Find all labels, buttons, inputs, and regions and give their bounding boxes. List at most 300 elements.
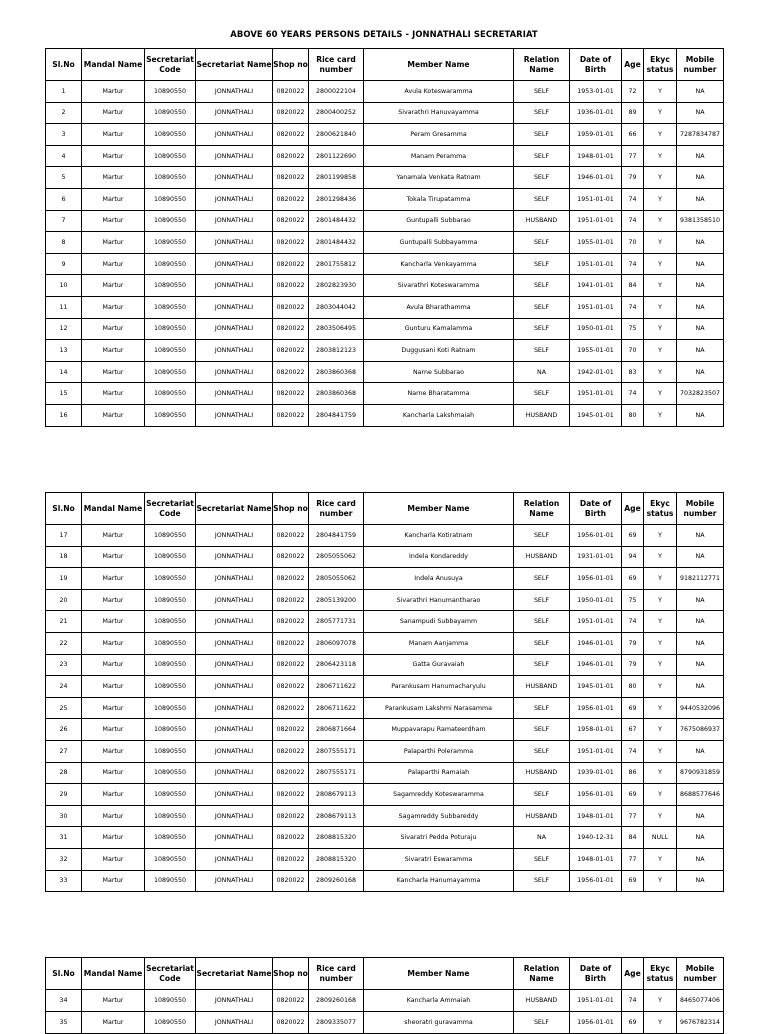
cell-secretariat-name: JONNATHALI	[196, 805, 273, 827]
cell-member-name: Kancharla Kotiratnam	[364, 525, 514, 547]
column-header-shop-no: Shop no	[273, 958, 309, 990]
cell-mobile-number: NA	[677, 340, 724, 362]
cell-mobile-number: NA	[677, 404, 724, 426]
cell-mobile-number: NA	[677, 546, 724, 568]
cell-relation-name: NA	[514, 361, 570, 383]
cell-secretariat-code: 10890550	[145, 102, 196, 124]
cell-date-of-birth: 1939-01-01	[570, 762, 622, 784]
cell-mobile-number: NA	[677, 632, 724, 654]
cell-mobile-number: 9381358510	[677, 210, 724, 232]
cell-age: 70	[622, 340, 644, 362]
cell-secretariat-code: 10890550	[145, 784, 196, 806]
cell-secretariat-code: 10890550	[145, 697, 196, 719]
cell-sl-no: 3	[46, 124, 82, 146]
cell-age: 77	[622, 145, 644, 167]
cell-shop-no: 0820022	[273, 654, 309, 676]
cell-sl-no: 22	[46, 632, 82, 654]
cell-member-name: Kancharla Venkayamma	[364, 253, 514, 275]
cell-relation-name: HUSBAND	[514, 546, 570, 568]
cell-mobile-number: NA	[677, 848, 724, 870]
cell-shop-no: 0820022	[273, 525, 309, 547]
table-row	[46, 990, 724, 1012]
cell-mandal-name: Martur	[82, 145, 145, 167]
persons-table-1	[45, 48, 724, 427]
cell-mobile-number: NA	[677, 361, 724, 383]
cell-sl-no: 5	[46, 167, 82, 189]
column-header-relation-name: Relation Name	[514, 493, 570, 525]
cell-ekyc-status: Y	[644, 318, 677, 340]
cell-relation-name: SELF	[514, 589, 570, 611]
cell-date-of-birth: 1946-01-01	[570, 654, 622, 676]
cell-secretariat-code: 10890550	[145, 383, 196, 405]
cell-sl-no: 34	[46, 990, 82, 1012]
cell-date-of-birth: 1951-01-01	[570, 188, 622, 210]
cell-date-of-birth: 1958-01-01	[570, 719, 622, 741]
cell-mandal-name: Martur	[82, 611, 145, 633]
cell-secretariat-code: 10890550	[145, 167, 196, 189]
cell-mobile-number: NA	[677, 102, 724, 124]
cell-rice-card-number: 2806423118	[309, 654, 364, 676]
cell-age: 79	[622, 654, 644, 676]
column-header-mobile-number: Mobile number	[677, 49, 724, 81]
cell-shop-no: 0820022	[273, 848, 309, 870]
cell-sl-no: 27	[46, 740, 82, 762]
column-header-secretariat-code: Secretariat Code	[145, 958, 196, 990]
cell-secretariat-name: JONNATHALI	[196, 167, 273, 189]
cell-age: 77	[622, 848, 644, 870]
cell-date-of-birth: 1951-01-01	[570, 383, 622, 405]
cell-ekyc-status: Y	[644, 697, 677, 719]
table-row	[46, 568, 724, 590]
cell-secretariat-code: 10890550	[145, 654, 196, 676]
column-header-ekyc-status: Ekyc status	[644, 49, 677, 81]
cell-age: 69	[622, 568, 644, 590]
table-row	[46, 740, 724, 762]
cell-secretariat-name: JONNATHALI	[196, 1012, 273, 1034]
cell-mobile-number: NA	[677, 827, 724, 849]
cell-secretariat-name: JONNATHALI	[196, 404, 273, 426]
column-header-age: Age	[622, 958, 644, 990]
cell-age: 69	[622, 784, 644, 806]
cell-secretariat-name: JONNATHALI	[196, 296, 273, 318]
cell-rice-card-number: 2803812123	[309, 340, 364, 362]
cell-secretariat-name: JONNATHALI	[196, 546, 273, 568]
cell-age: 69	[622, 1012, 644, 1034]
cell-shop-no: 0820022	[273, 361, 309, 383]
column-header-mobile-number: Mobile number	[677, 493, 724, 525]
cell-mandal-name: Martur	[82, 296, 145, 318]
cell-ekyc-status: Y	[644, 611, 677, 633]
cell-shop-no: 0820022	[273, 210, 309, 232]
cell-sl-no: 7	[46, 210, 82, 232]
cell-shop-no: 0820022	[273, 145, 309, 167]
cell-mobile-number: 9182112771	[677, 568, 724, 590]
cell-date-of-birth: 1936-01-01	[570, 102, 622, 124]
cell-mandal-name: Martur	[82, 210, 145, 232]
cell-rice-card-number: 2805139200	[309, 589, 364, 611]
cell-sl-no: 15	[46, 383, 82, 405]
cell-age: 75	[622, 318, 644, 340]
cell-age: 80	[622, 676, 644, 698]
cell-ekyc-status: Y	[644, 719, 677, 741]
cell-member-name: Avula Koteswaramma	[364, 81, 514, 103]
cell-relation-name: SELF	[514, 253, 570, 275]
cell-mobile-number: NA	[677, 253, 724, 275]
table-row	[46, 275, 724, 297]
cell-mandal-name: Martur	[82, 870, 145, 892]
cell-member-name: Kancharla Lakshmaiah	[364, 404, 514, 426]
cell-mobile-number: NA	[677, 188, 724, 210]
column-header-secretariat-code: Secretariat Code	[145, 493, 196, 525]
cell-date-of-birth: 1956-01-01	[570, 870, 622, 892]
cell-ekyc-status: Y	[644, 210, 677, 232]
cell-secretariat-code: 10890550	[145, 762, 196, 784]
cell-shop-no: 0820022	[273, 296, 309, 318]
column-header-mandal-name: Mandal Name	[82, 958, 145, 990]
cell-rice-card-number: 2800621840	[309, 124, 364, 146]
cell-date-of-birth: 1950-01-01	[570, 318, 622, 340]
cell-mandal-name: Martur	[82, 568, 145, 590]
cell-age: 74	[622, 253, 644, 275]
cell-age: 74	[622, 188, 644, 210]
cell-mobile-number: NA	[677, 611, 724, 633]
cell-shop-no: 0820022	[273, 188, 309, 210]
cell-mandal-name: Martur	[82, 275, 145, 297]
cell-relation-name: SELF	[514, 525, 570, 547]
cell-age: 74	[622, 740, 644, 762]
cell-ekyc-status: Y	[644, 568, 677, 590]
cell-relation-name: SELF	[514, 124, 570, 146]
cell-mobile-number: 7287834787	[677, 124, 724, 146]
cell-member-name: Indela Kondareddy	[364, 546, 514, 568]
cell-mobile-number: NA	[677, 870, 724, 892]
cell-secretariat-code: 10890550	[145, 719, 196, 741]
cell-age: 75	[622, 589, 644, 611]
cell-member-name: Sivarathri Hanumantharao	[364, 589, 514, 611]
cell-ekyc-status: Y	[644, 1012, 677, 1034]
cell-age: 79	[622, 167, 644, 189]
cell-sl-no: 23	[46, 654, 82, 676]
table-row	[46, 318, 724, 340]
cell-shop-no: 0820022	[273, 568, 309, 590]
table-row	[46, 762, 724, 784]
cell-secretariat-name: JONNATHALI	[196, 102, 273, 124]
cell-secretariat-code: 10890550	[145, 318, 196, 340]
cell-member-name: Sivarathri Koteswaramma	[364, 275, 514, 297]
cell-rice-card-number: 2807555171	[309, 740, 364, 762]
cell-mandal-name: Martur	[82, 124, 145, 146]
cell-mandal-name: Martur	[82, 784, 145, 806]
cell-mobile-number: NA	[677, 654, 724, 676]
table-row	[46, 827, 724, 849]
cell-secretariat-name: JONNATHALI	[196, 124, 273, 146]
cell-ekyc-status: Y	[644, 654, 677, 676]
cell-mandal-name: Martur	[82, 188, 145, 210]
cell-mandal-name: Martur	[82, 827, 145, 849]
column-header-secretariat-name: Secretariat Name	[196, 958, 273, 990]
cell-mandal-name: Martur	[82, 81, 145, 103]
cell-rice-card-number: 2801199858	[309, 167, 364, 189]
cell-relation-name: HUSBAND	[514, 676, 570, 698]
cell-secretariat-code: 10890550	[145, 525, 196, 547]
cell-date-of-birth: 1959-01-01	[570, 124, 622, 146]
cell-mandal-name: Martur	[82, 1012, 145, 1034]
cell-sl-no: 29	[46, 784, 82, 806]
cell-age: 69	[622, 525, 644, 547]
cell-ekyc-status: Y	[644, 404, 677, 426]
cell-member-name: Palaparthi Ramaiah	[364, 762, 514, 784]
cell-mobile-number: NA	[677, 525, 724, 547]
cell-secretariat-name: JONNATHALI	[196, 719, 273, 741]
cell-mobile-number: NA	[677, 318, 724, 340]
cell-rice-card-number: 2801298436	[309, 188, 364, 210]
cell-ekyc-status: Y	[644, 784, 677, 806]
cell-rice-card-number: 2805055062	[309, 568, 364, 590]
cell-secretariat-code: 10890550	[145, 870, 196, 892]
cell-secretariat-name: JONNATHALI	[196, 275, 273, 297]
cell-secretariat-code: 10890550	[145, 253, 196, 275]
cell-date-of-birth: 1951-01-01	[570, 611, 622, 633]
cell-sl-no: 17	[46, 525, 82, 547]
cell-secretariat-name: JONNATHALI	[196, 253, 273, 275]
cell-secretariat-code: 10890550	[145, 145, 196, 167]
cell-mandal-name: Martur	[82, 805, 145, 827]
cell-shop-no: 0820022	[273, 81, 309, 103]
column-header-member-name: Member Name	[364, 493, 514, 525]
cell-relation-name: SELF	[514, 740, 570, 762]
cell-secretariat-name: JONNATHALI	[196, 525, 273, 547]
table-header-row	[46, 49, 724, 81]
cell-ekyc-status: Y	[644, 188, 677, 210]
cell-mandal-name: Martur	[82, 654, 145, 676]
table-row	[46, 210, 724, 232]
cell-member-name: Narne Bharatamma	[364, 383, 514, 405]
table-row	[46, 589, 724, 611]
cell-ekyc-status: Y	[644, 232, 677, 254]
cell-shop-no: 0820022	[273, 318, 309, 340]
cell-secretariat-code: 10890550	[145, 848, 196, 870]
cell-rice-card-number: 2800022104	[309, 81, 364, 103]
cell-ekyc-status: Y	[644, 546, 677, 568]
column-header-age: Age	[622, 493, 644, 525]
cell-shop-no: 0820022	[273, 167, 309, 189]
table-row	[46, 361, 724, 383]
cell-rice-card-number: 2805771731	[309, 611, 364, 633]
cell-secretariat-code: 10890550	[145, 296, 196, 318]
cell-shop-no: 0820022	[273, 805, 309, 827]
cell-relation-name: SELF	[514, 719, 570, 741]
table-row	[46, 611, 724, 633]
cell-secretariat-code: 10890550	[145, 990, 196, 1012]
cell-shop-no: 0820022	[273, 124, 309, 146]
cell-shop-no: 0820022	[273, 827, 309, 849]
cell-member-name: Indela Anusuya	[364, 568, 514, 590]
cell-sl-no: 33	[46, 870, 82, 892]
cell-mobile-number: NA	[677, 676, 724, 698]
cell-member-name: Parankusam Hanumacharyulu	[364, 676, 514, 698]
column-header-member-name: Member Name	[364, 49, 514, 81]
cell-secretariat-code: 10890550	[145, 361, 196, 383]
cell-ekyc-status: Y	[644, 253, 677, 275]
cell-member-name: Gunturu Kamalamma	[364, 318, 514, 340]
cell-sl-no: 9	[46, 253, 82, 275]
cell-secretariat-name: JONNATHALI	[196, 827, 273, 849]
cell-relation-name: SELF	[514, 296, 570, 318]
cell-date-of-birth: 1945-01-01	[570, 404, 622, 426]
cell-age: 74	[622, 383, 644, 405]
cell-secretariat-name: JONNATHALI	[196, 145, 273, 167]
cell-rice-card-number: 2809260168	[309, 870, 364, 892]
cell-mandal-name: Martur	[82, 404, 145, 426]
cell-mandal-name: Martur	[82, 762, 145, 784]
table-row	[46, 167, 724, 189]
column-header-secretariat-code: Secretariat Code	[145, 49, 196, 81]
cell-mandal-name: Martur	[82, 361, 145, 383]
cell-ekyc-status: Y	[644, 632, 677, 654]
cell-member-name: Sagamreddy Subbareddy	[364, 805, 514, 827]
cell-sl-no: 13	[46, 340, 82, 362]
cell-rice-card-number: 2808815320	[309, 848, 364, 870]
cell-ekyc-status: NULL	[644, 827, 677, 849]
cell-age: 72	[622, 81, 644, 103]
cell-rice-card-number: 2803860368	[309, 361, 364, 383]
cell-relation-name: SELF	[514, 568, 570, 590]
cell-secretariat-code: 10890550	[145, 632, 196, 654]
cell-ekyc-status: Y	[644, 740, 677, 762]
cell-date-of-birth: 1948-01-01	[570, 145, 622, 167]
table-row	[46, 383, 724, 405]
cell-shop-no: 0820022	[273, 784, 309, 806]
cell-member-name: Manam Aanjamma	[364, 632, 514, 654]
cell-rice-card-number: 2800400252	[309, 102, 364, 124]
cell-secretariat-code: 10890550	[145, 81, 196, 103]
cell-member-name: Sagamreddy Koteswaramma	[364, 784, 514, 806]
cell-mandal-name: Martur	[82, 848, 145, 870]
cell-secretariat-name: JONNATHALI	[196, 383, 273, 405]
cell-shop-no: 0820022	[273, 762, 309, 784]
cell-sl-no: 18	[46, 546, 82, 568]
cell-secretariat-name: JONNATHALI	[196, 762, 273, 784]
cell-age: 84	[622, 275, 644, 297]
cell-mandal-name: Martur	[82, 340, 145, 362]
column-header-rice-card-number: Rice card number	[309, 49, 364, 81]
column-header-relation-name: Relation Name	[514, 49, 570, 81]
cell-sl-no: 35	[46, 1012, 82, 1034]
cell-ekyc-status: Y	[644, 275, 677, 297]
cell-secretariat-code: 10890550	[145, 589, 196, 611]
cell-member-name: Peram Gresamma	[364, 124, 514, 146]
cell-shop-no: 0820022	[273, 404, 309, 426]
cell-sl-no: 6	[46, 188, 82, 210]
cell-mandal-name: Martur	[82, 719, 145, 741]
cell-rice-card-number: 2806097078	[309, 632, 364, 654]
cell-secretariat-code: 10890550	[145, 275, 196, 297]
cell-member-name: Muppavarapu Ramateerdham	[364, 719, 514, 741]
cell-date-of-birth: 1948-01-01	[570, 848, 622, 870]
cell-member-name: Sivaratri Pedda Poturaju	[364, 827, 514, 849]
table-row	[46, 719, 724, 741]
cell-relation-name: SELF	[514, 784, 570, 806]
cell-shop-no: 0820022	[273, 546, 309, 568]
cell-member-name: sheoratri guravamma	[364, 1012, 514, 1034]
cell-ekyc-status: Y	[644, 990, 677, 1012]
cell-member-name: Sivaratri Eswaramma	[364, 848, 514, 870]
cell-secretariat-code: 10890550	[145, 404, 196, 426]
cell-secretariat-code: 10890550	[145, 568, 196, 590]
page-title: ABOVE 60 YEARS PERSONS DETAILS - JONNATHALI SECRETARIAT	[230, 29, 538, 39]
cell-age: 74	[622, 210, 644, 232]
table-row	[46, 654, 724, 676]
cell-sl-no: 4	[46, 145, 82, 167]
cell-date-of-birth: 1956-01-01	[570, 525, 622, 547]
cell-mobile-number: NA	[677, 296, 724, 318]
table-row	[46, 145, 724, 167]
cell-relation-name: SELF	[514, 654, 570, 676]
cell-shop-no: 0820022	[273, 383, 309, 405]
cell-date-of-birth: 1951-01-01	[570, 296, 622, 318]
cell-ekyc-status: Y	[644, 870, 677, 892]
cell-relation-name: HUSBAND	[514, 990, 570, 1012]
cell-mandal-name: Martur	[82, 318, 145, 340]
cell-date-of-birth: 1956-01-01	[570, 568, 622, 590]
cell-age: 69	[622, 697, 644, 719]
cell-age: 84	[622, 827, 644, 849]
cell-secretariat-name: JONNATHALI	[196, 568, 273, 590]
cell-secretariat-name: JONNATHALI	[196, 188, 273, 210]
cell-secretariat-code: 10890550	[145, 740, 196, 762]
cell-ekyc-status: Y	[644, 676, 677, 698]
cell-date-of-birth: 1940-12-31	[570, 827, 622, 849]
cell-age: 94	[622, 546, 644, 568]
cell-mobile-number: 7675086937	[677, 719, 724, 741]
cell-mobile-number: NA	[677, 740, 724, 762]
cell-member-name: Avula Bharathamma	[364, 296, 514, 318]
cell-age: 77	[622, 805, 644, 827]
cell-secretariat-name: JONNATHALI	[196, 740, 273, 762]
cell-mandal-name: Martur	[82, 589, 145, 611]
table-row	[46, 340, 724, 362]
cell-mandal-name: Martur	[82, 676, 145, 698]
cell-mobile-number: 9676782314	[677, 1012, 724, 1034]
column-header-mandal-name: Mandal Name	[82, 49, 145, 81]
cell-date-of-birth: 1946-01-01	[570, 632, 622, 654]
cell-rice-card-number: 2809335077	[309, 1012, 364, 1034]
cell-sl-no: 32	[46, 848, 82, 870]
cell-ekyc-status: Y	[644, 81, 677, 103]
cell-relation-name: HUSBAND	[514, 762, 570, 784]
cell-rice-card-number: 2806871664	[309, 719, 364, 741]
table-row	[46, 784, 724, 806]
column-header-sl-no: Sl.No	[46, 493, 82, 525]
cell-ekyc-status: Y	[644, 102, 677, 124]
cell-sl-no: 16	[46, 404, 82, 426]
cell-rice-card-number: 2802823930	[309, 275, 364, 297]
cell-date-of-birth: 1945-01-01	[570, 676, 622, 698]
cell-shop-no: 0820022	[273, 589, 309, 611]
table-header-row	[46, 958, 724, 990]
cell-rice-card-number: 2806711622	[309, 697, 364, 719]
column-header-rice-card-number: Rice card number	[309, 958, 364, 990]
cell-rice-card-number: 2803044042	[309, 296, 364, 318]
cell-rice-card-number: 2804841759	[309, 525, 364, 547]
cell-age: 89	[622, 102, 644, 124]
cell-secretariat-name: JONNATHALI	[196, 361, 273, 383]
cell-mandal-name: Martur	[82, 167, 145, 189]
table-row	[46, 1012, 724, 1034]
column-header-ekyc-status: Ekyc status	[644, 493, 677, 525]
cell-mandal-name: Martur	[82, 740, 145, 762]
cell-shop-no: 0820022	[273, 102, 309, 124]
